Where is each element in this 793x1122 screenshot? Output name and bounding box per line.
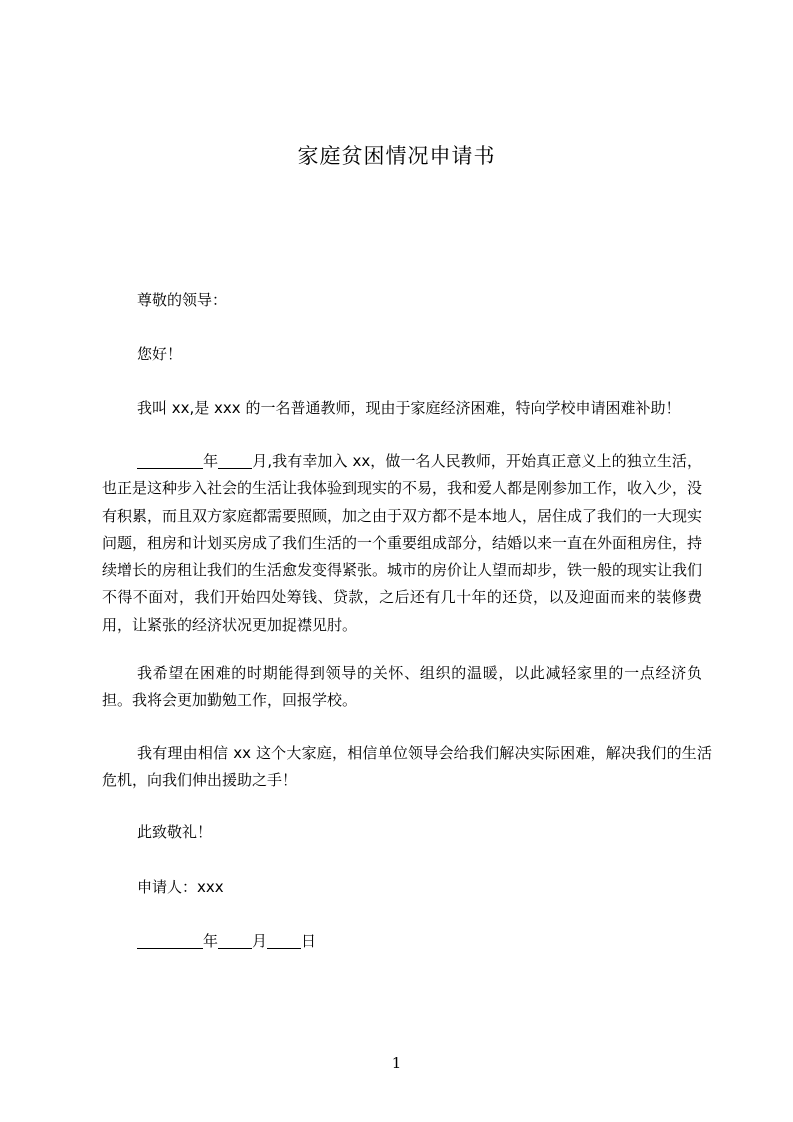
- closing: 此致敬礼！: [137, 823, 213, 841]
- year-blank: [137, 452, 203, 469]
- document-title: 家庭贫困情况申请书: [297, 144, 496, 168]
- date-day-label: 日: [301, 932, 317, 950]
- body-paragraph-2: 我希望在困难的时期能得到领导的关怀、组织的温暖，以此减轻家里的一点经济负担。我将会更加勤勉工作，回报学校。: [102, 664, 702, 710]
- page-number: 1: [391, 1054, 402, 1072]
- date-month-label: 月: [252, 932, 268, 950]
- salutation: 尊敬的领导：: [137, 291, 228, 309]
- year-suffix: 年: [203, 452, 219, 470]
- date-year-label: 年: [203, 932, 219, 950]
- body-paragraph-1-text: 月,我有幸加入 xx，做一名人民教师，开始真正意义上的独立生活，也正是这种步入社会的生活让我体验到现实的不易，我和爱人都是刚参加工作，收入少，没有积累，而且双方家庭都需要照顾，加之由于双方都不是本地人，居住成了我们的一大现实问题，租房和计划买房成了我们生活的一个重要组成部分，结婚以来一直在外面租房住，持续增长的房租让我们的生活愈发变得紧张。城市的房价让人望而却步，铁一般的现实让我们不得不面对，我们开始四处筹钱、贷款，之后还有几十年的还贷，以及迎面而来的装修费用，让紧张的经济状况更加捉襟见肘。: [102, 452, 703, 634]
- body-paragraph-1: [102, 448, 702, 639]
- date-line: [137, 929, 316, 953]
- intro-paragraph: 我叫 xx,是 xxx 的一名普通教师，现由于家庭经济困难，特向学校申请困难补助！: [137, 399, 681, 417]
- date-month-blank: [218, 932, 252, 949]
- applicant: 申请人：xxx: [137, 878, 224, 896]
- greeting: 您好！: [137, 345, 183, 363]
- body-paragraph-3: 我有理由相信 xx 这个大家庭，相信单位领导会给我们解决实际困难，解决我们的生活危机，向我们伸出援助之手！: [102, 744, 712, 790]
- month-blank: [218, 452, 252, 469]
- date-year-blank: [137, 932, 203, 949]
- date-day-blank: [267, 932, 301, 949]
